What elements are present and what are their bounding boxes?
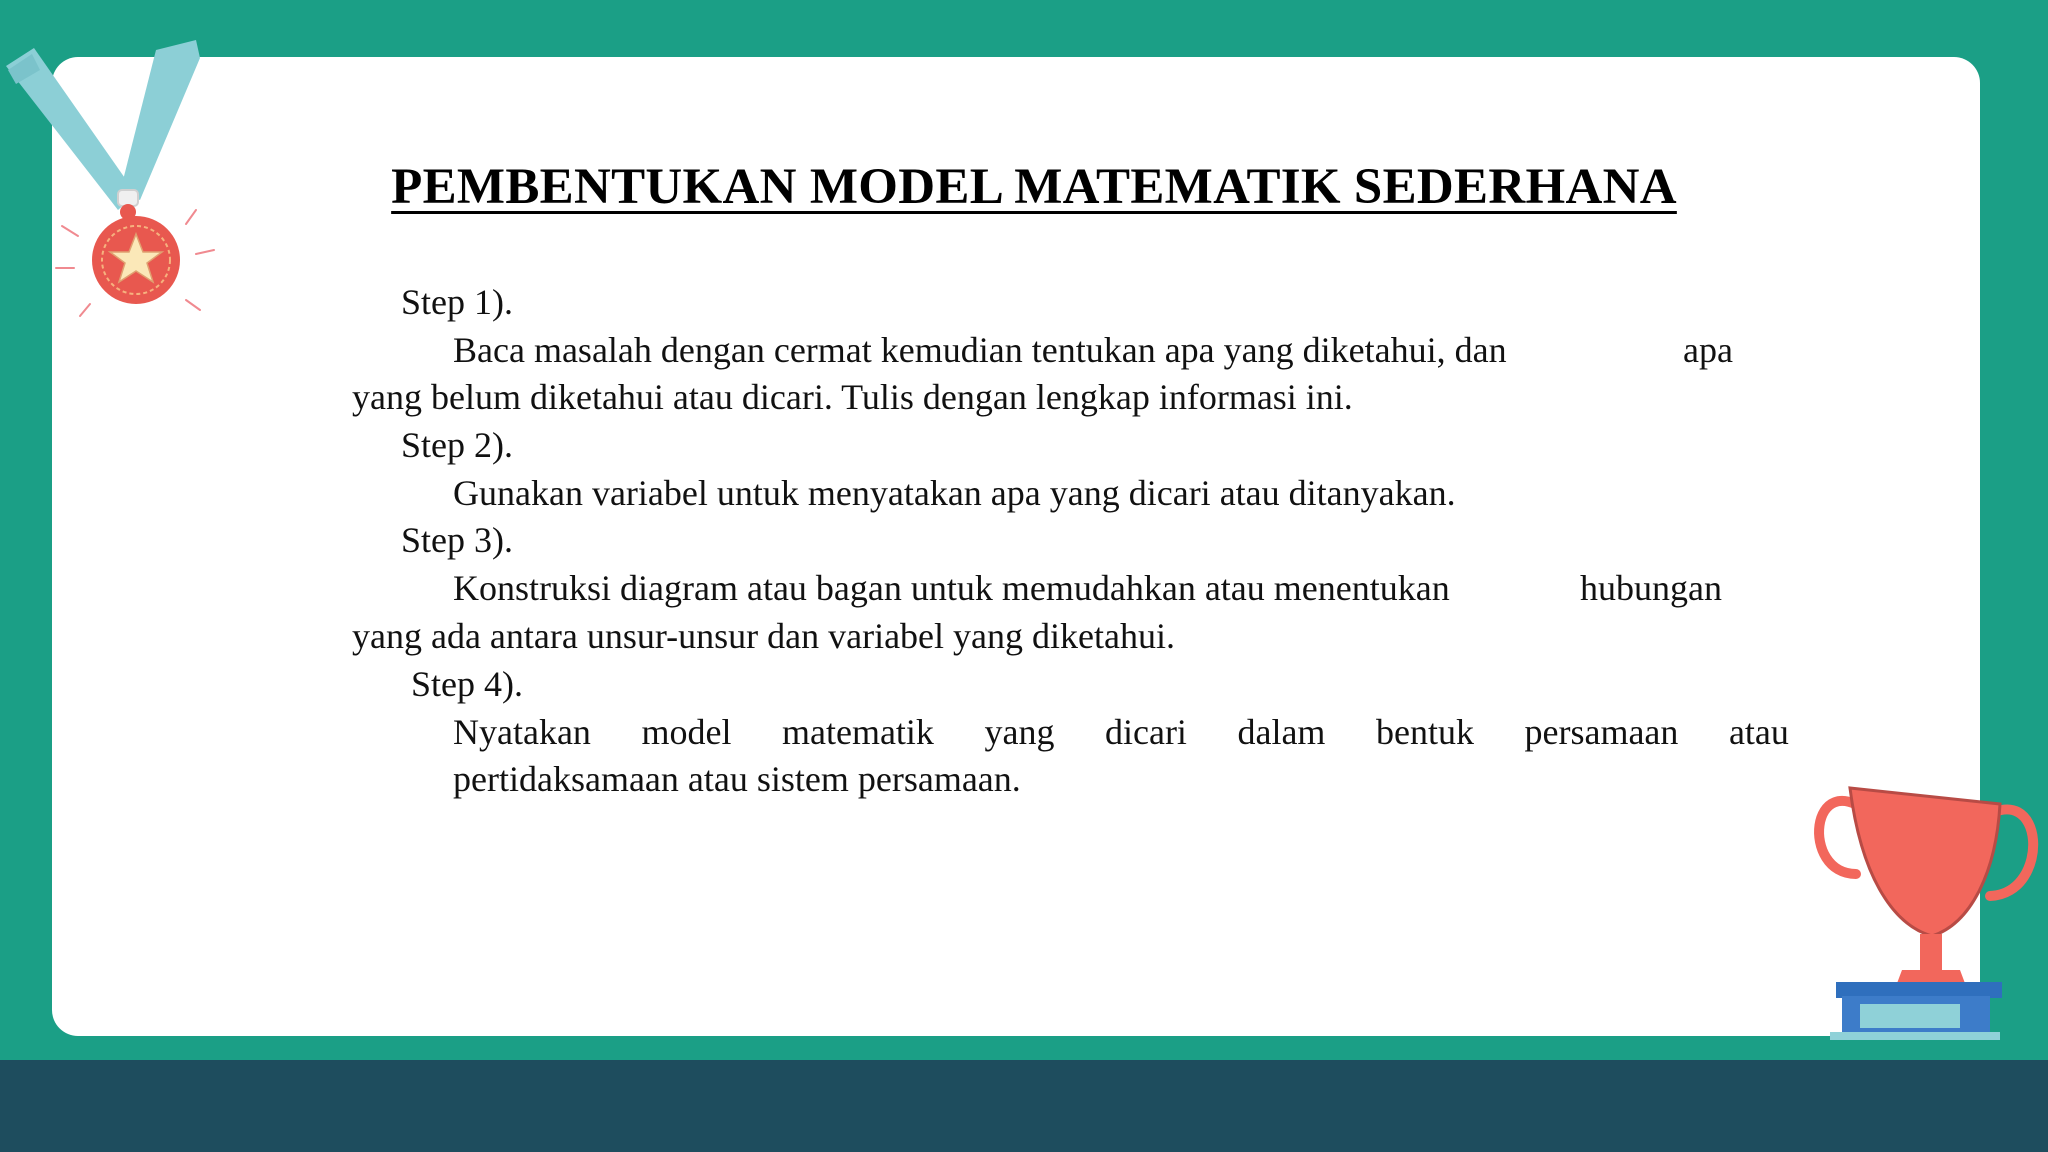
step-2-text-line1: Gunakan variabel untuk menyatakan apa yang dicari atau ditanyakan. — [453, 473, 1456, 513]
step-3-text-line1: Konstruksi diagram atau bagan untuk memudahkan atau menentukan — [453, 568, 1450, 608]
step-2-label: Step 2). — [401, 425, 513, 465]
step-3-text-line1-end: hubungan — [1580, 568, 1722, 608]
word: atau — [1728, 712, 1789, 752]
word: bentuk — [1375, 712, 1474, 752]
word: matematik — [781, 712, 934, 752]
step-1-text-line2: yang belum diketahui atau dicari. Tulis dengan lengkap informasi ini. — [352, 377, 1353, 417]
word: Nyatakan — [453, 712, 591, 752]
word: dalam — [1237, 712, 1326, 752]
word: yang — [984, 712, 1055, 752]
step-4-label: Step 4). — [411, 664, 523, 704]
step-1-label: Step 1). — [401, 282, 513, 322]
step-1-text-line1: Baca masalah dengan cermat kemudian tentukan apa yang diketahui, dan — [453, 330, 1507, 370]
step-3-text-line2: yang ada antara unsur-unsur dan variabel yang diketahui. — [352, 616, 1175, 656]
bottom-band — [0, 1060, 2048, 1152]
word: persamaan — [1524, 712, 1679, 752]
step-3-label: Step 3). — [401, 520, 513, 560]
word: model — [641, 712, 732, 752]
page-title: PEMBENTUKAN MODEL MATEMATIK SEDERHANA — [391, 159, 1677, 215]
trophy-icon — [1800, 764, 2048, 1060]
step-1-text-line1-end: apa — [1683, 330, 1733, 370]
step-4-text-line1 — [453, 710, 1789, 754]
word: dicari — [1104, 712, 1187, 752]
step-4-text-line2: pertidaksamaan atau sistem persamaan. — [453, 759, 1021, 799]
